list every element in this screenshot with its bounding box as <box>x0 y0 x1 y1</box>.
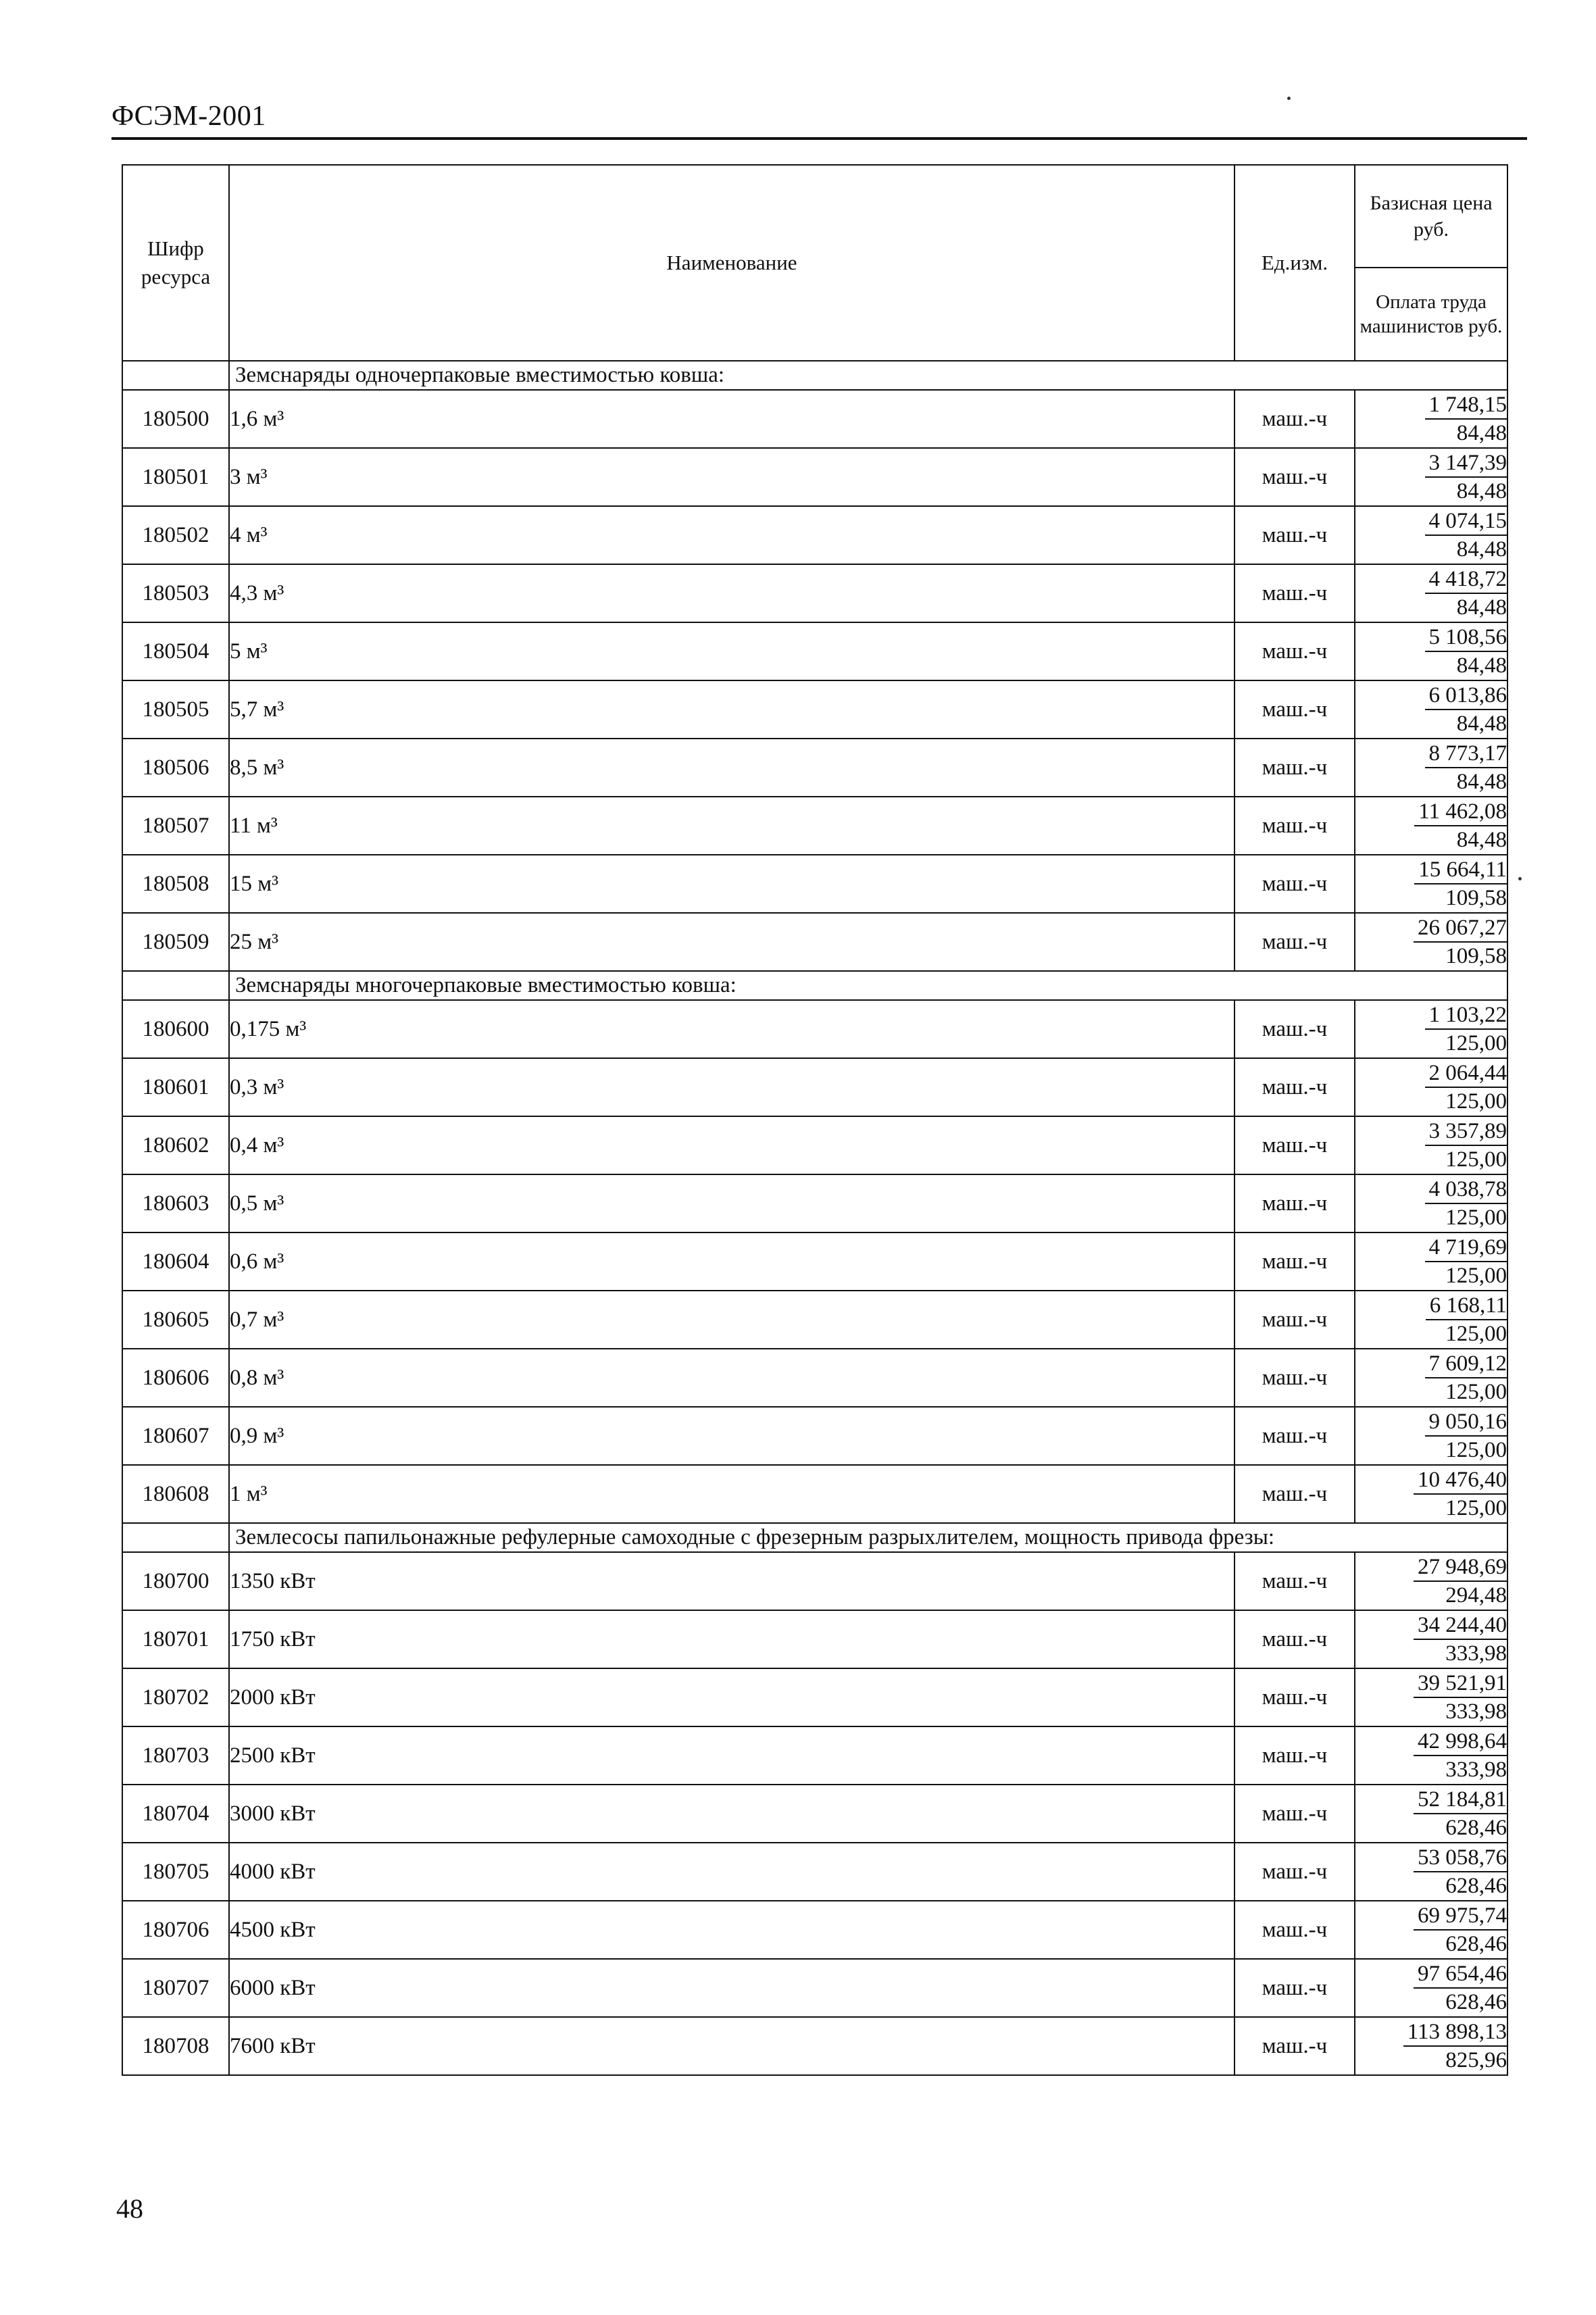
operator-pay: 294,48 <box>1445 1583 1507 1608</box>
base-price: 34 244,40 <box>1414 1612 1507 1640</box>
price-cell <box>1355 1349 1507 1407</box>
document-title: ФСЭМ-2001 <box>111 101 266 132</box>
resource-name: 0,5 м³ <box>229 1174 1235 1233</box>
unit-of-measure: маш.-ч <box>1235 622 1355 680</box>
operator-pay: 628,46 <box>1445 1816 1507 1840</box>
base-price: 4 719,69 <box>1425 1234 1507 1262</box>
base-price: 8 773,17 <box>1425 740 1507 768</box>
base-price: 15 664,11 <box>1414 856 1507 885</box>
price-cell <box>1355 855 1507 913</box>
resource-code: 180604 <box>122 1233 229 1291</box>
price-cell <box>1355 1552 1507 1610</box>
table-row <box>122 1000 1507 1058</box>
price-cell <box>1355 506 1507 564</box>
resource-code: 180704 <box>122 1785 229 1843</box>
unit-of-measure: маш.-ч <box>1235 448 1355 506</box>
resource-name: 25 м³ <box>229 913 1235 971</box>
base-price: 97 654,46 <box>1414 1960 1507 1989</box>
resource-name: 2500 кВт <box>229 1726 1235 1785</box>
operator-pay: 125,00 <box>1445 1264 1507 1288</box>
unit-of-measure: маш.-ч <box>1235 1610 1355 1668</box>
resource-name: 6000 кВт <box>229 1959 1235 2017</box>
table-row <box>122 913 1507 971</box>
base-price: 9 050,16 <box>1425 1408 1507 1437</box>
resource-name: 8,5 м³ <box>229 739 1235 797</box>
unit-of-measure: маш.-ч <box>1235 1058 1355 1116</box>
resource-code: 180501 <box>122 448 229 506</box>
table-row <box>122 1058 1507 1116</box>
price-cell <box>1355 1407 1507 1465</box>
table-row <box>122 1726 1507 1785</box>
base-price: 53 058,76 <box>1414 1844 1507 1872</box>
table-row <box>122 2017 1507 2075</box>
price-cell <box>1355 1610 1507 1668</box>
resource-code: 180706 <box>122 1901 229 1959</box>
base-price: 4 074,15 <box>1425 507 1507 536</box>
resource-code: 180504 <box>122 622 229 680</box>
resource-code: 180705 <box>122 1843 229 1901</box>
table-row <box>122 1116 1507 1174</box>
resource-name: 1 м³ <box>229 1465 1235 1523</box>
base-price: 1 748,15 <box>1425 391 1507 420</box>
unit-of-measure: маш.-ч <box>1235 1291 1355 1349</box>
resource-name: 0,7 м³ <box>229 1291 1235 1349</box>
table-row <box>122 390 1507 448</box>
price-cell <box>1355 622 1507 680</box>
resource-code: 180605 <box>122 1291 229 1349</box>
section-code-blank <box>122 971 229 1000</box>
price-cell <box>1355 739 1507 797</box>
resource-name: 7600 кВт <box>229 2017 1235 2075</box>
unit-of-measure: маш.-ч <box>1235 1843 1355 1901</box>
resource-name: 0,8 м³ <box>229 1349 1235 1407</box>
resource-code: 180707 <box>122 1959 229 2017</box>
operator-pay: 333,98 <box>1445 1699 1507 1724</box>
resource-name: 0,9 м³ <box>229 1407 1235 1465</box>
price-cell <box>1355 1000 1507 1058</box>
unit-of-measure: маш.-ч <box>1235 1785 1355 1843</box>
resource-name: 0,175 м³ <box>229 1000 1235 1058</box>
table-row <box>122 1668 1507 1726</box>
unit-of-measure: маш.-ч <box>1235 1407 1355 1465</box>
resource-code: 180608 <box>122 1465 229 1523</box>
unit-of-measure: маш.-ч <box>1235 390 1355 448</box>
operator-pay: 628,46 <box>1445 1874 1507 1898</box>
base-price: 26 067,27 <box>1414 914 1507 943</box>
base-price: 2 064,44 <box>1425 1060 1507 1088</box>
resource-name: 5 м³ <box>229 622 1235 680</box>
table-row <box>122 1174 1507 1233</box>
price-cell <box>1355 1668 1507 1726</box>
resource-table-body <box>122 165 1507 2075</box>
resource-name: 4 м³ <box>229 506 1235 564</box>
operator-pay: 84,48 <box>1456 653 1507 678</box>
resource-code: 180602 <box>122 1116 229 1174</box>
unit-of-measure: маш.-ч <box>1235 855 1355 913</box>
resource-name: 0,4 м³ <box>229 1116 1235 1174</box>
resource-name: 0,3 м³ <box>229 1058 1235 1116</box>
operator-pay: 84,48 <box>1456 421 1507 445</box>
resource-table <box>122 164 1508 2076</box>
operator-pay: 628,46 <box>1445 1990 1507 2014</box>
unit-of-measure: маш.-ч <box>1235 2017 1355 2075</box>
price-cell <box>1355 390 1507 448</box>
operator-pay: 125,00 <box>1445 1322 1507 1346</box>
resource-name: 4,3 м³ <box>229 564 1235 622</box>
price-cell <box>1355 1291 1507 1349</box>
unit-of-measure: маш.-ч <box>1235 564 1355 622</box>
unit-of-measure: маш.-ч <box>1235 1174 1355 1233</box>
price-cell <box>1355 1726 1507 1785</box>
price-cell <box>1355 2017 1507 2075</box>
operator-pay: 125,00 <box>1445 1496 1507 1520</box>
resource-code: 180607 <box>122 1407 229 1465</box>
resource-code: 180508 <box>122 855 229 913</box>
operator-pay: 825,96 <box>1445 2048 1507 2072</box>
column-header-code: Шифр ресурса <box>122 165 229 361</box>
resource-code: 180708 <box>122 2017 229 2075</box>
base-price: 52 184,81 <box>1414 1786 1507 1814</box>
base-price: 11 462,08 <box>1414 798 1507 826</box>
resource-code: 180507 <box>122 797 229 855</box>
price-cell <box>1355 1116 1507 1174</box>
section-title: Землесосы папильонажные рефулерные самоходные с фрезерным разрыхлителем, мощность привода фрезы: <box>229 1523 1507 1552</box>
section-title: Земснаряды одночерпаковые вместимостью ковша: <box>229 361 1507 390</box>
unit-of-measure: маш.-ч <box>1235 1349 1355 1407</box>
operator-pay: 84,48 <box>1456 770 1507 794</box>
section-header-row <box>122 971 1507 1000</box>
resource-code: 180503 <box>122 564 229 622</box>
table-row <box>122 622 1507 680</box>
table-row <box>122 1291 1507 1349</box>
operator-pay: 84,48 <box>1456 595 1507 620</box>
unit-of-measure: маш.-ч <box>1235 1901 1355 1959</box>
price-cell <box>1355 1174 1507 1233</box>
resource-name: 15 м³ <box>229 855 1235 913</box>
table-header-row <box>122 165 1507 268</box>
operator-pay: 84,48 <box>1456 537 1507 562</box>
resource-name: 1350 кВт <box>229 1552 1235 1610</box>
operator-pay: 84,48 <box>1456 479 1507 503</box>
table-row <box>122 1407 1507 1465</box>
resource-code: 180500 <box>122 390 229 448</box>
operator-pay: 333,98 <box>1445 1758 1507 1782</box>
price-cell <box>1355 797 1507 855</box>
unit-of-measure: маш.-ч <box>1235 1552 1355 1610</box>
resource-code: 180505 <box>122 680 229 739</box>
column-header-name: Наименование <box>229 165 1235 361</box>
table-row <box>122 1552 1507 1610</box>
unit-of-measure: маш.-ч <box>1235 1233 1355 1291</box>
operator-pay: 125,00 <box>1445 1205 1507 1230</box>
base-price: 3 357,89 <box>1425 1118 1507 1146</box>
table-row <box>122 506 1507 564</box>
table-row <box>122 1349 1507 1407</box>
table-row <box>122 739 1507 797</box>
base-price: 4 418,72 <box>1425 566 1507 594</box>
price-cell <box>1355 1959 1507 2017</box>
unit-of-measure: маш.-ч <box>1235 1000 1355 1058</box>
table-row <box>122 1843 1507 1901</box>
section-code-blank <box>122 1523 229 1552</box>
unit-of-measure: маш.-ч <box>1235 680 1355 739</box>
operator-pay: 125,00 <box>1445 1380 1507 1404</box>
price-cell <box>1355 1233 1507 1291</box>
base-price: 6 168,11 <box>1426 1292 1507 1320</box>
resource-code: 180700 <box>122 1552 229 1610</box>
resource-name: 2000 кВт <box>229 1668 1235 1726</box>
base-price: 10 476,40 <box>1414 1466 1507 1495</box>
operator-pay: 628,46 <box>1445 1932 1507 1956</box>
resource-name: 1,6 м³ <box>229 390 1235 448</box>
unit-of-measure: маш.-ч <box>1235 1668 1355 1726</box>
unit-of-measure: маш.-ч <box>1235 1116 1355 1174</box>
scan-speck <box>1518 877 1522 880</box>
page-number: 48 <box>116 2193 143 2224</box>
table-row <box>122 1785 1507 1843</box>
unit-of-measure: маш.-ч <box>1235 739 1355 797</box>
price-cell <box>1355 564 1507 622</box>
section-header-row <box>122 361 1507 390</box>
header-rule <box>111 137 1527 140</box>
base-price: 5 108,56 <box>1425 624 1507 652</box>
operator-pay: 125,00 <box>1445 1438 1507 1462</box>
resource-code: 180603 <box>122 1174 229 1233</box>
resource-name: 3000 кВт <box>229 1785 1235 1843</box>
price-cell <box>1355 913 1507 971</box>
resource-name: 0,6 м³ <box>229 1233 1235 1291</box>
operator-pay: 125,00 <box>1445 1089 1507 1114</box>
operator-pay: 84,48 <box>1456 828 1507 852</box>
operator-pay: 109,58 <box>1445 886 1507 910</box>
operator-pay: 333,98 <box>1445 1641 1507 1666</box>
price-cell <box>1355 1465 1507 1523</box>
table-row <box>122 448 1507 506</box>
table-row <box>122 1901 1507 1959</box>
base-price: 6 013,86 <box>1425 682 1507 710</box>
price-cell <box>1355 1785 1507 1843</box>
resource-name: 1750 кВт <box>229 1610 1235 1668</box>
operator-pay: 109,58 <box>1445 944 1507 968</box>
column-header-operator-pay: Оплата труда машинистов руб. <box>1355 268 1507 361</box>
column-header-base-price: Базисная цена руб. <box>1355 165 1507 268</box>
resource-name: 4000 кВт <box>229 1843 1235 1901</box>
resource-code: 180702 <box>122 1668 229 1726</box>
resource-name: 3 м³ <box>229 448 1235 506</box>
unit-of-measure: маш.-ч <box>1235 797 1355 855</box>
unit-of-measure: маш.-ч <box>1235 506 1355 564</box>
resource-code: 180506 <box>122 739 229 797</box>
base-price: 3 147,39 <box>1425 449 1507 478</box>
resource-code: 180701 <box>122 1610 229 1668</box>
scan-speck <box>1287 97 1291 100</box>
table-row <box>122 1610 1507 1668</box>
base-price: 113 898,13 <box>1403 2018 1507 2047</box>
price-cell <box>1355 1843 1507 1901</box>
price-cell <box>1355 1901 1507 1959</box>
base-price: 39 521,91 <box>1414 1670 1507 1698</box>
section-title: Земснаряды многочерпаковые вместимостью ковша: <box>229 971 1507 1000</box>
resource-code: 180509 <box>122 913 229 971</box>
section-header-row <box>122 1523 1507 1552</box>
resource-name: 11 м³ <box>229 797 1235 855</box>
operator-pay: 125,00 <box>1445 1147 1507 1172</box>
resource-code: 180601 <box>122 1058 229 1116</box>
base-price: 42 998,64 <box>1414 1728 1507 1756</box>
resource-code: 180502 <box>122 506 229 564</box>
operator-pay: 84,48 <box>1456 712 1507 736</box>
price-cell <box>1355 680 1507 739</box>
table-row <box>122 564 1507 622</box>
resource-code: 180606 <box>122 1349 229 1407</box>
resource-name: 5,7 м³ <box>229 680 1235 739</box>
base-price: 7 609,12 <box>1425 1350 1507 1378</box>
resource-name: 4500 кВт <box>229 1901 1235 1959</box>
unit-of-measure: маш.-ч <box>1235 1726 1355 1785</box>
operator-pay: 125,00 <box>1445 1031 1507 1055</box>
table-row <box>122 1465 1507 1523</box>
unit-of-measure: маш.-ч <box>1235 1465 1355 1523</box>
resource-code: 180703 <box>122 1726 229 1785</box>
unit-of-measure: маш.-ч <box>1235 913 1355 971</box>
base-price: 69 975,74 <box>1414 1902 1507 1931</box>
table-row <box>122 1233 1507 1291</box>
price-cell <box>1355 448 1507 506</box>
table-row <box>122 680 1507 739</box>
section-code-blank <box>122 361 229 390</box>
unit-of-measure: маш.-ч <box>1235 1959 1355 2017</box>
base-price: 1 103,22 <box>1425 1001 1507 1030</box>
base-price: 27 948,69 <box>1414 1553 1507 1582</box>
price-cell <box>1355 1058 1507 1116</box>
table-row <box>122 1959 1507 2017</box>
table-row <box>122 797 1507 855</box>
base-price: 4 038,78 <box>1425 1176 1507 1204</box>
column-header-unit: Ед.изм. <box>1235 165 1355 361</box>
table-row <box>122 855 1507 913</box>
resource-code: 180600 <box>122 1000 229 1058</box>
